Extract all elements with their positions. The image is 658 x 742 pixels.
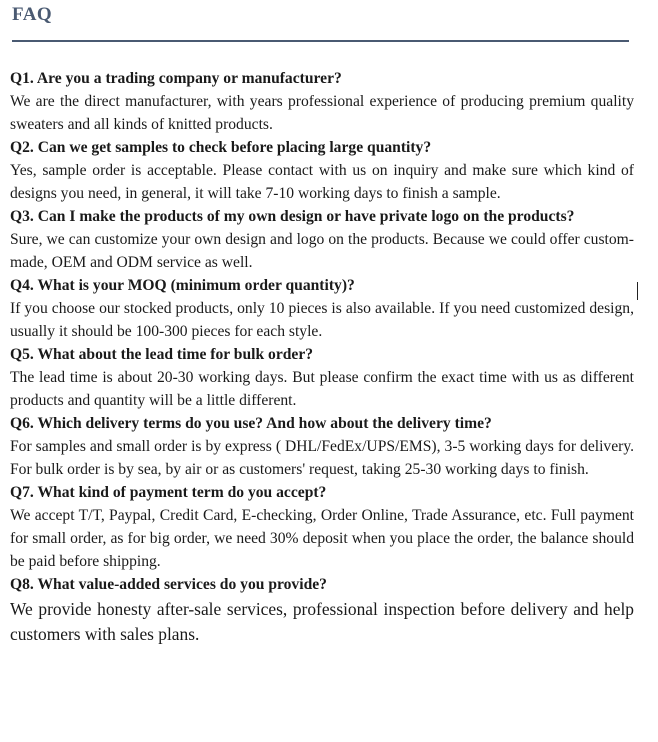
faq-question-8: Q8. What value-added services do you provide? [10, 576, 327, 593]
faq-answer-1: We are the direct manufacturer, with years professional experience of producing premium quality sweaters and all kinds of knitted products. [10, 93, 634, 133]
faq-question-1: Q1. Are you a trading company or manufacturer? [10, 70, 342, 87]
faq-question-7: Q7. What kind of payment term do you accept? [10, 484, 327, 501]
faq-answer-7: We accept T/T, Paypal, Credit Card, E-checking, Order Online, Trade Assurance, etc. Full payment for small order, as for big order, we need 30% deposit when you place the order, the balance should be paid before shipping. [10, 507, 634, 570]
faq-question-5: Q5. What about the lead time for bulk order? [10, 346, 314, 363]
faq-answer-5: The lead time is about 20-30 working days. But please confirm the exact time with us as different products and quantity will be a little different. [10, 369, 634, 409]
faq-question-6: Q6. Which delivery terms do you use? And how about the delivery time? [10, 415, 492, 432]
faq-answer-4: If you choose our stocked products, only 10 pieces is also available. If you need customized design, usually it should be 100-300 pieces for each style. [10, 300, 634, 340]
faq-question-4: Q4. What is your MOQ (minimum order quantity)? [10, 277, 355, 294]
faq-answer-2: Yes, sample order is acceptable. Please contact with us on inquiry and make sure which kind of designs you need, in general, it will take 7-10 working days to finish a sample. [10, 162, 634, 202]
faq-answer-6: For samples and small order is by express ( DHL/FedEx/UPS/EMS), 3-5 working days for delivery. For bulk order is by sea, by air or as customers' request, taking 25-30 working days to finish. [10, 438, 634, 478]
header-divider [12, 40, 629, 42]
page-title: FAQ [12, 4, 53, 25]
faq-answer-3: Sure, we can customize your own design and logo on the products. Because we could offer custom-made, OEM and ODM service as well. [10, 231, 634, 271]
faq-list [10, 67, 634, 647]
faq-answer-8: We provide honesty after-sale services, professional inspection before delivery and help customers with sales plans. [10, 599, 634, 644]
faq-question-3: Q3. Can I make the products of my own design or have private logo on the products? [10, 208, 575, 225]
text-cursor [637, 282, 638, 300]
faq-question-2: Q2. Can we get samples to check before placing large quantity? [10, 139, 432, 156]
